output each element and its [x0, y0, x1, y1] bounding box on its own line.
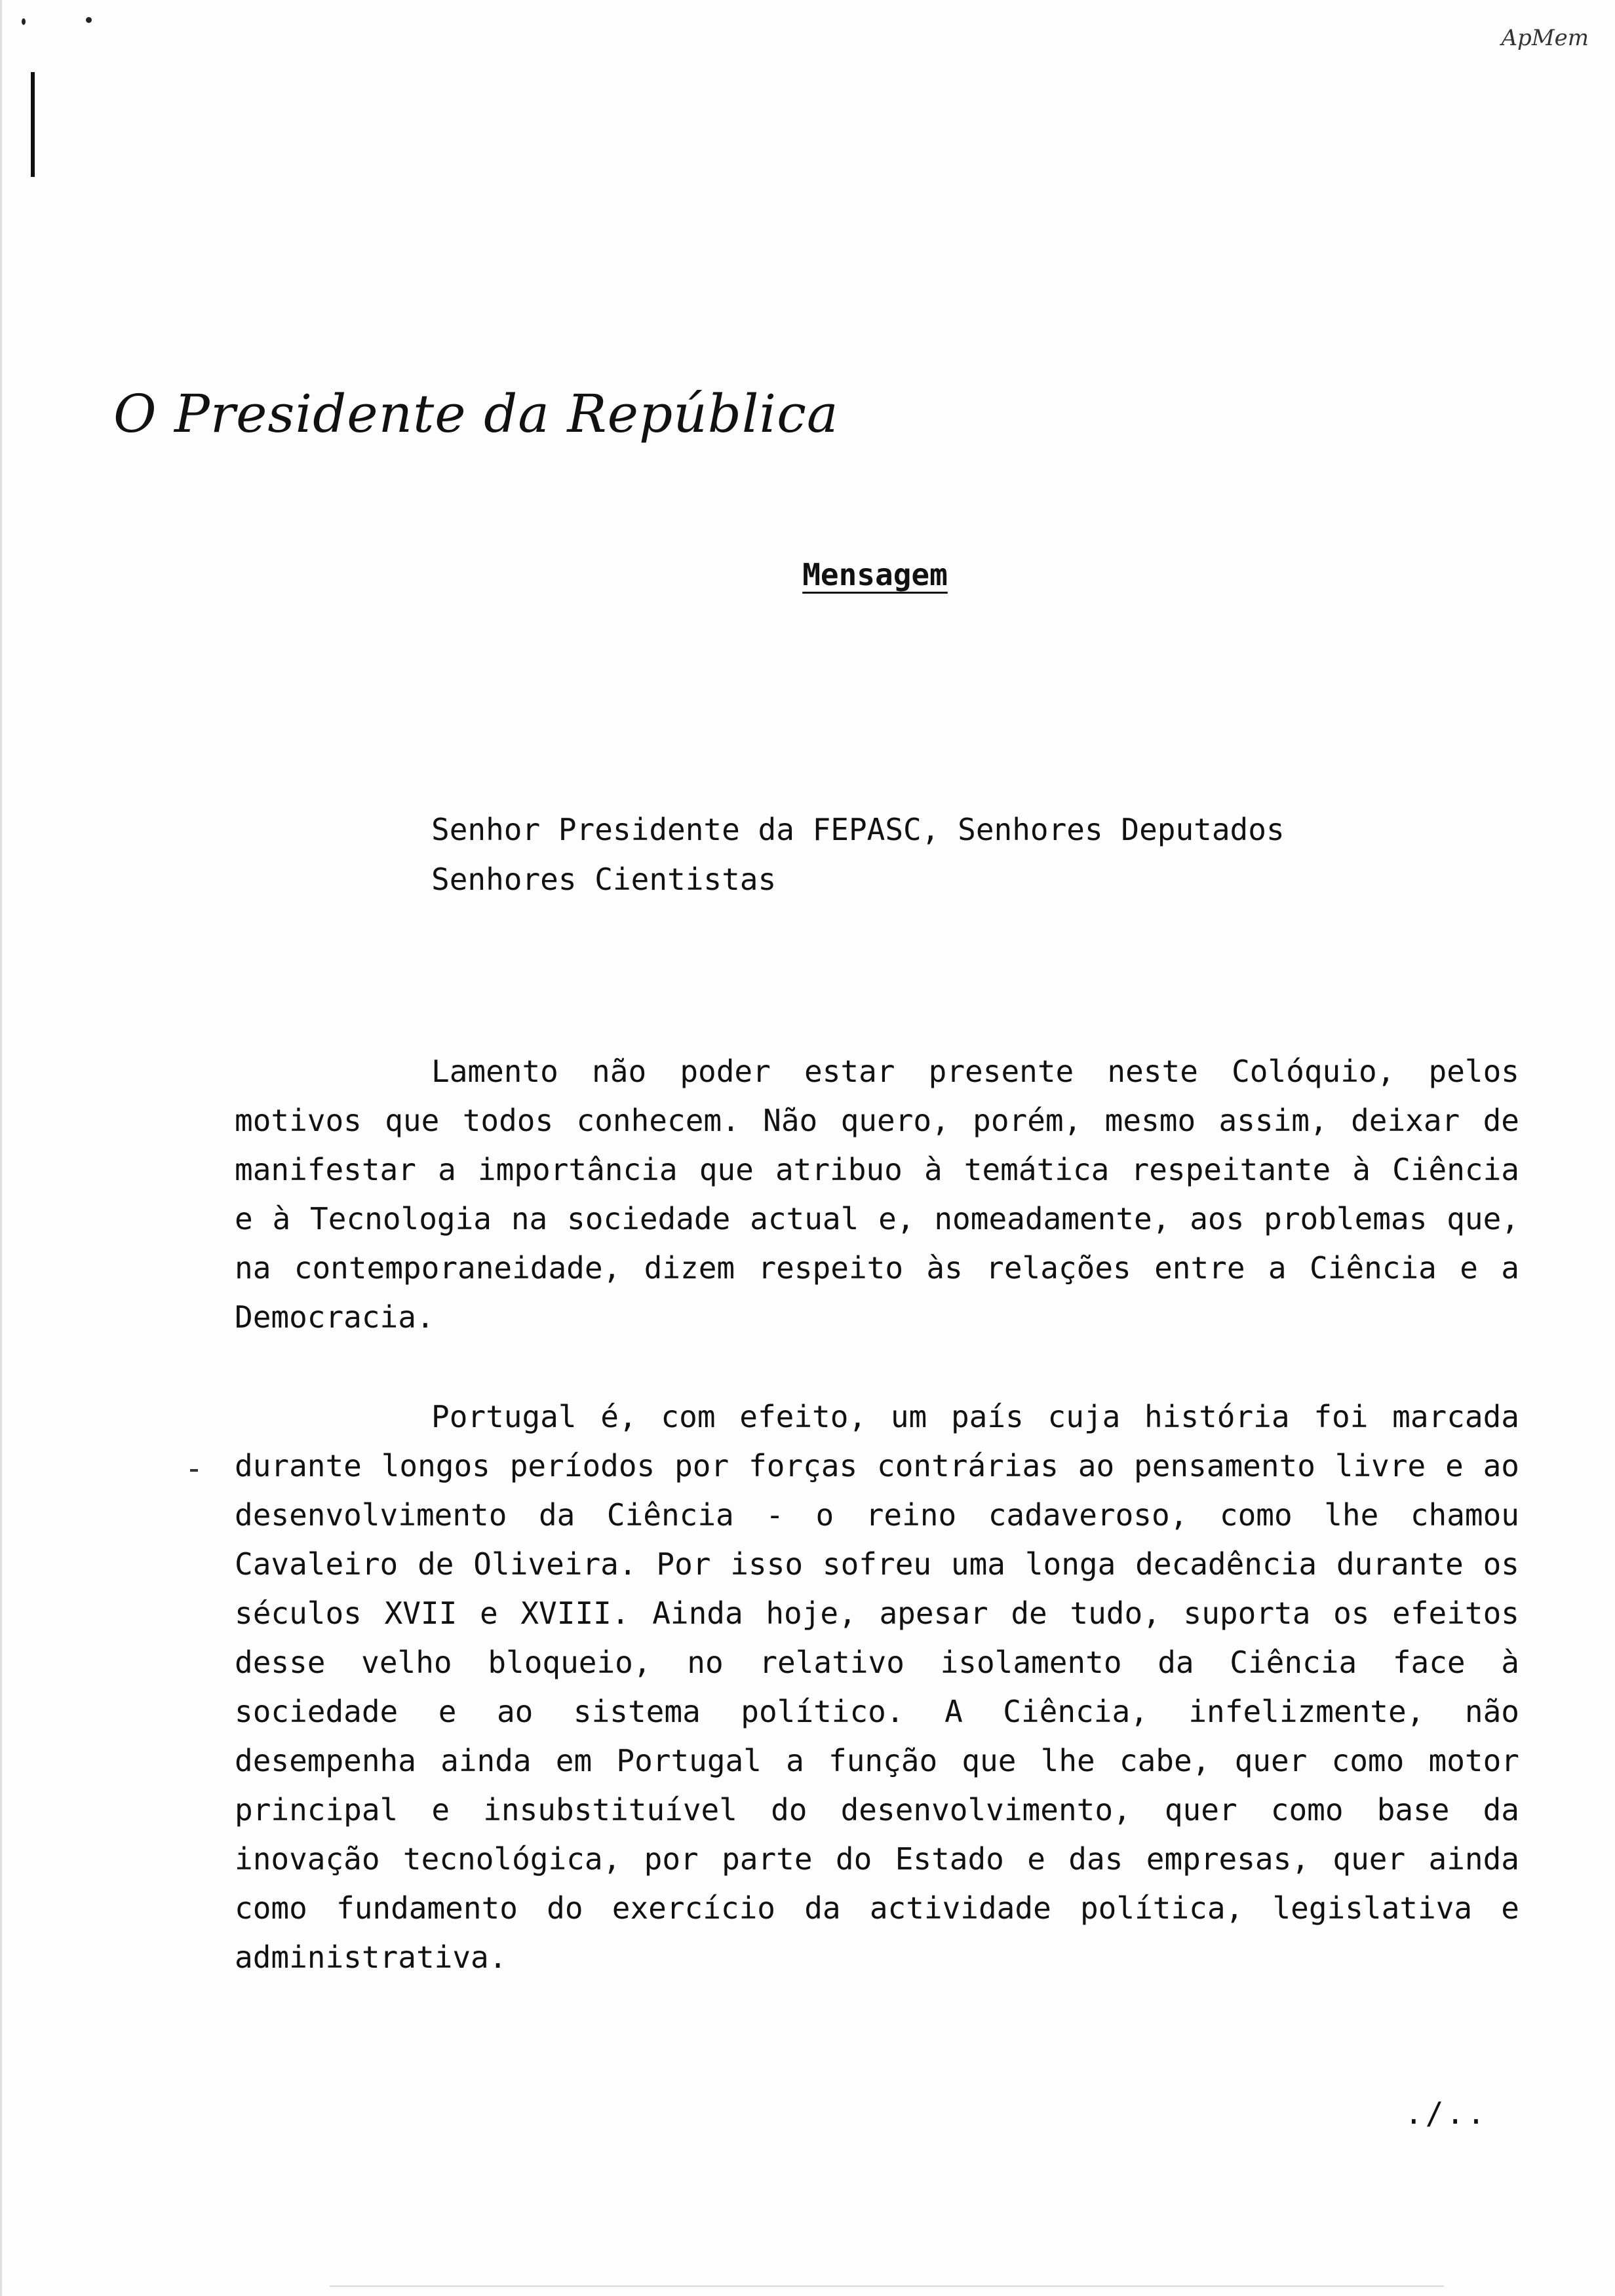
document-title-text: Mensagem — [802, 557, 948, 592]
body-paragraph: Portugal é, com efeito, um país cuja história foi marcada durante longos períodos por forças contrárias ao pensamento livre e ao desenvolvimento da Ciência - o reino cadaveroso, como lhe chamou Cavaleiro de Oliveira. Por isso sofreu uma longa decadência durante os séculos XVII e XVIII. Ainda hoje, apesar de tudo, suporta os efeitos desse velho bloqueio, no relativo isolamento da Ciência face à sociedade e ao sistema político. A Ciência, infelizmente, não desempenha ainda em Portugal a função que lhe cabe, quer como motor principal e insubstituível do desenvolvimento, quer como base da inovação tecnológica, por parte do Estado e das empresas, quer ainda como fundamento do exercício da actividade política, legislativa e administrativa. — [235, 1399, 1519, 1975]
scan-speck — [86, 17, 92, 23]
salutation — [431, 805, 1285, 904]
salutation-line: Senhor Presidente da FEPASC, Senhores Deputados — [431, 812, 1285, 847]
document-title — [2, 557, 1615, 592]
salutation-line: Senhores Cientistas — [431, 862, 777, 897]
body-paragraph: Lamento não poder estar presente neste Colóquio, pelos motivos que todos conhecem. Não quero, porém, mesmo assim, deixar de manifestar a importância que atribuo à temática respeitante à Ciência e à Tecnologia na sociedade actual e, nomeadamente, aos problemas que, na contemporaneidade, dizem respeito às relações entre a Ciência e a Democracia. — [235, 1054, 1519, 1335]
margin-rule — [31, 72, 35, 177]
continuation-mark: ./.. — [1405, 2095, 1488, 2131]
page-bottom-edge — [330, 2286, 1444, 2287]
margin-mark — [190, 1469, 198, 1472]
scan-speck — [22, 18, 26, 25]
letterhead: O Presidente da República — [113, 383, 839, 444]
corner-handwritten-note: ApMem — [1501, 25, 1589, 51]
